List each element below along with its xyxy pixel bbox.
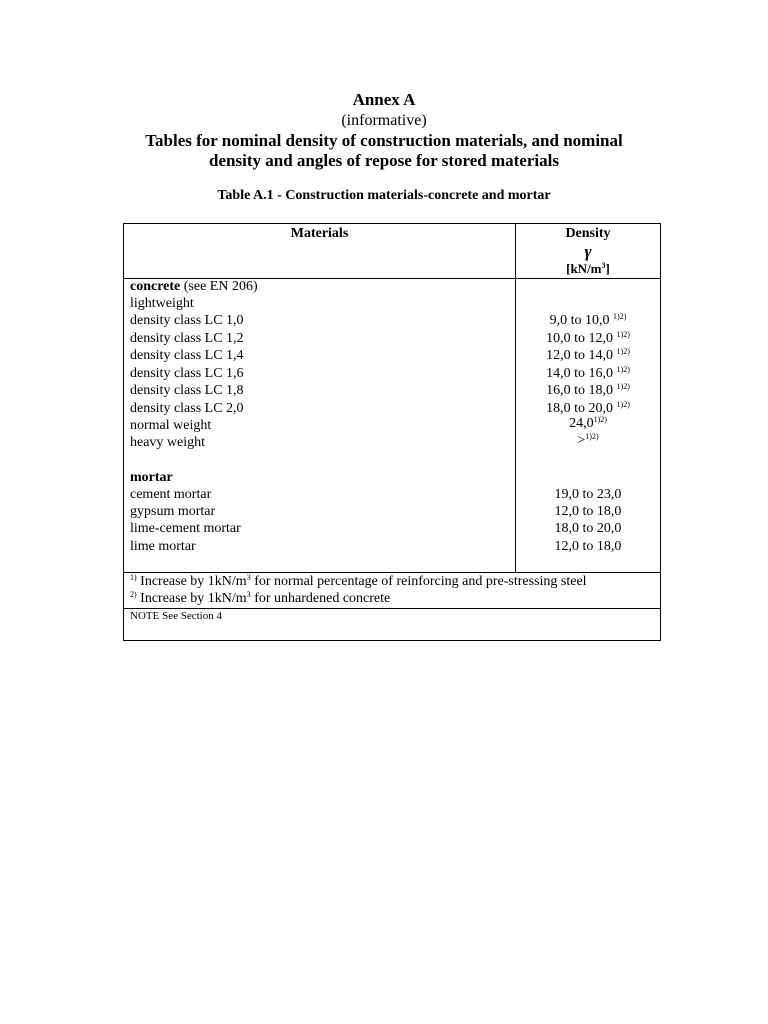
table-row-value: 18,0 to 20,0	[554, 521, 622, 536]
lightweight-subgroup: lightweight	[130, 296, 194, 311]
table-row-value: 19,0 to 23,0	[554, 487, 622, 502]
annex-subtitle: (informative)	[341, 112, 427, 129]
table-caption: Table A.1 - Construction materials-concrete and mortar	[217, 188, 551, 203]
density-table	[123, 223, 661, 641]
mortar-group-label: mortar	[130, 470, 173, 485]
table-row-label: gypsum mortar	[130, 504, 216, 519]
footnote-divider	[124, 572, 660, 573]
table-note: NOTE See Section 4	[130, 610, 222, 622]
table-row-value: 9,0 to 10,0 $^{1)2)}$	[549, 312, 627, 328]
table-row-label: heavy weight	[130, 435, 206, 450]
table-row-label: density class LC 1,8	[130, 383, 244, 398]
footnote-1: $^{1)}$ Increase by $1kN/m^3$ for normal percentage of reinforcing and pre-stressing steel	[130, 573, 587, 589]
concrete-group-label: concrete (see EN 206)	[130, 279, 258, 294]
table-row-value: 12,0 to 14,0 $^{1)2)}$	[546, 347, 630, 363]
header-density: Density	[565, 226, 611, 241]
note-divider	[124, 608, 660, 609]
table-row-label: density class LC 1,6	[130, 366, 244, 381]
table-row-value: 16,0 to 18,0 $^{1)2)}$	[546, 382, 630, 398]
table-row-label: cement mortar	[130, 487, 212, 502]
table-row-label: density class LC 2,0	[130, 401, 244, 416]
table-row-value: 10,0 to 12,0 $^{1)2)}$	[546, 330, 630, 346]
table-row-label: density class LC 1,4	[130, 348, 244, 363]
document-heading-line-2: density and angles of repose for stored materials	[209, 151, 559, 170]
table-row-value: $24,0^{1)2)}$	[569, 415, 607, 431]
table-row-value: 12,0 to 18,0	[554, 504, 622, 519]
table-row-value: 18,0 to 20,0 $^{1)2)}$	[546, 400, 630, 416]
table-row-value: 12,0 to 18,0	[554, 539, 622, 554]
table-row-label: lime-cement mortar	[130, 521, 241, 536]
table-row-label: lime mortar	[130, 539, 196, 554]
table-row-value: 14,0 to 16,0 $^{1)2)}$	[546, 365, 630, 381]
document-heading-line-1: Tables for nominal density of construction materials, and nominal	[145, 131, 623, 150]
density-unit: $[kN/m^3]$	[566, 261, 610, 276]
footnote-2: $^{2)}$ Increase by $1kN/m^3$ for unhardened concrete	[130, 590, 391, 606]
table-row-value: >$^{1)2)}$	[577, 432, 599, 448]
header-materials: Materials	[290, 226, 349, 241]
table-row-label: normal weight	[130, 418, 212, 433]
density-symbol: γ	[584, 242, 592, 261]
annex-title: Annex A	[352, 90, 416, 109]
table-row-label: density class LC 1,0	[130, 313, 244, 328]
table-row-label: density class LC 1,2	[130, 331, 244, 346]
